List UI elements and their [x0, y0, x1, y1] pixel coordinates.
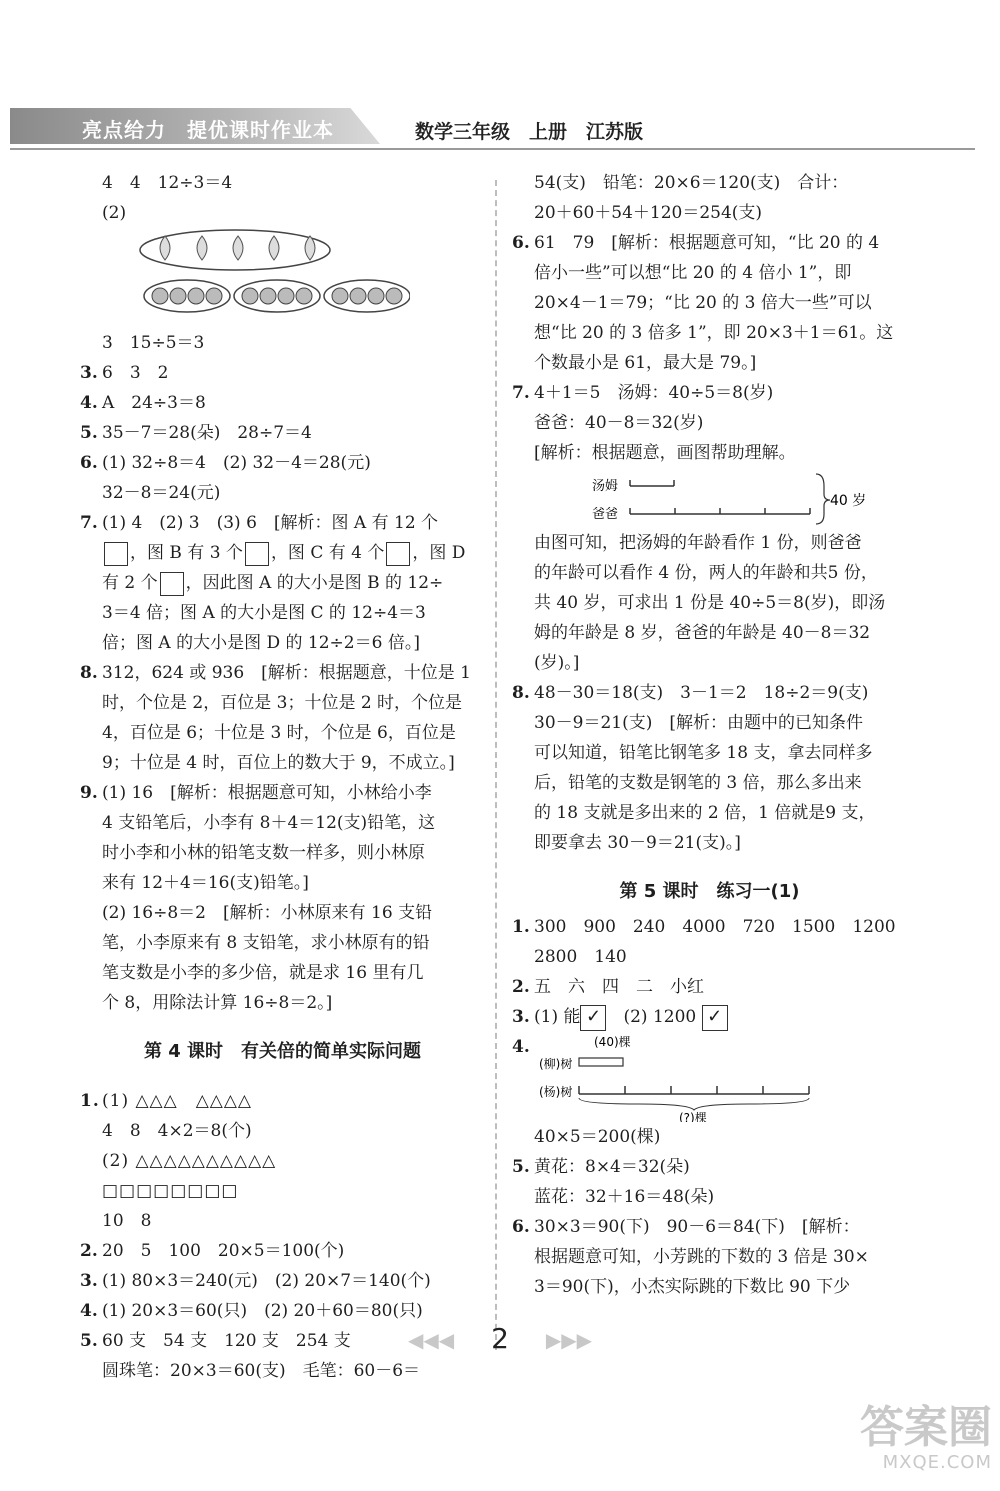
answer-text: (1) △△△ △△△△ — [102, 1091, 253, 1111]
answer-line: 的年龄可以看作 4 份，两人的年龄和共5 份， — [534, 563, 878, 583]
check-icon: ✓ — [580, 1005, 606, 1031]
item-number: 5. — [512, 1157, 530, 1177]
answer-line: 想“比 20 的 3 倍多 1”，即 20×3＋1＝61。这 — [534, 323, 894, 343]
answer-text: 20 5 100 20×5＝100(个) — [102, 1241, 345, 1261]
item-number: 1. — [512, 917, 530, 937]
answer-text: (1) 32÷8＝4 (2) 32－4＝28(元) — [102, 453, 371, 473]
left-column — [80, 168, 485, 1386]
item-number: 4. — [80, 393, 98, 413]
answer-line: 4，百位是 6；十位是 3 时，个位是 6，百位是 — [102, 723, 456, 743]
answer-line: 3＝4 倍；图 A 的大小是图 C 的 12÷4＝3 — [102, 603, 426, 623]
answer-text: (1) 80×3＝240(元) (2) 20×7＝140(个) — [102, 1271, 431, 1291]
answer-text: ，图 C 有 4 个 — [270, 543, 385, 563]
answer-text: ，因此图 A 的大小是图 B 的 12÷ — [185, 573, 444, 593]
answer-line: 4 8 4×2＝8(个) — [102, 1121, 252, 1141]
answer-text: (1) 20×3＝60(只) (2) 20＋60＝80(只) — [102, 1301, 423, 1321]
answer-line: 的 18 支就是多出来的 2 倍，1 倍就是9 支， — [534, 803, 876, 823]
tom-label: 汤姆 — [592, 479, 619, 494]
answer-line: 倍小一些”可以想“比 20 的 4 倍小 1”，即 — [534, 263, 852, 283]
age-segment-diagram — [512, 468, 907, 528]
lesson-4-title: 第 4 课时 有关倍的简单实际问题 — [143, 1041, 422, 1062]
answer-text: 6 3 2 — [102, 363, 169, 383]
item-number: 3. — [512, 1007, 530, 1027]
item-number: 6. — [512, 233, 530, 253]
page-header — [10, 108, 975, 152]
answer-line: 40×5＝200(棵) — [534, 1127, 661, 1147]
answer-line: 后，铅笔的支数是钢笔的 3 倍，那么多出来 — [534, 773, 862, 793]
answer-line: 3＝90(下)，小杰实际跳的下数比 90 下少 — [534, 1277, 851, 1297]
item-number: 3. — [80, 1271, 98, 1291]
answer-line: 倍；图 A 的大小是图 D 的 12÷2＝6 倍。] — [102, 633, 420, 653]
answer-line: 时，个位是 2，百位是 3；十位是 2 时，个位是 — [102, 693, 463, 713]
grouping-diagram — [80, 228, 410, 328]
answer-line: 由图可知，把汤姆的年龄看作 1 份，则爸爸 — [534, 533, 862, 553]
answer-line: 个数最小是 61，最大是 79。] — [534, 353, 757, 373]
answer-line: 32－8＝24(元) — [102, 483, 221, 503]
answer-line: 个 8，用除法计算 16÷8＝2。] — [102, 993, 333, 1013]
answer-line: 20×4－1＝79；“比 20 的 3 倍大一些”可以 — [534, 293, 872, 313]
header-rule — [10, 148, 975, 150]
answer-text: ，图 D — [412, 543, 466, 563]
answer-text: A 24÷3＝8 — [102, 393, 206, 413]
answer-line: (2) — [102, 203, 127, 223]
answer-line: 来有 12＋4＝16(支)铅笔。] — [102, 873, 309, 893]
square-icon — [245, 542, 269, 566]
answer-line: 姆的年龄是 8 岁，爸爸的年龄是 40－8＝32 — [534, 623, 871, 643]
item-number: 6. — [80, 453, 98, 473]
right-arrows-icon: ▶▶▶ — [545, 1328, 592, 1352]
poplar-count-label: (?)棵 — [679, 1111, 708, 1122]
answer-line: 爸爸：40－8＝32(岁) — [534, 413, 704, 433]
dad-label: 爸爸 — [592, 507, 619, 522]
answer-text: 有 2 个 — [102, 573, 158, 593]
item-number: 7. — [80, 513, 98, 533]
answer-line: □□□□□□□□ — [102, 1181, 239, 1201]
item-number: 8. — [512, 683, 530, 703]
answer-line: 20＋60＋54＋120＝254(支) — [534, 203, 763, 223]
segment-diagram-svg — [512, 468, 892, 528]
answer-line: 10 8 — [102, 1211, 152, 1231]
willow-count-label: (40)棵 — [594, 1035, 632, 1049]
book-subtitle: 数学三年级 上册 江苏版 — [415, 121, 644, 143]
answer-line: 3 15÷5＝3 — [102, 333, 205, 353]
answer-text: 五 六 四 二 小红 — [534, 977, 704, 997]
answer-line: 4 支铅笔后，小李有 8＋4＝12(支)铅笔，这 — [102, 813, 436, 833]
item-number: 2. — [80, 1241, 98, 1261]
item-number: 3. — [80, 363, 98, 383]
answer-text: 300 900 240 4000 720 1500 1200 — [534, 917, 896, 937]
right-column — [512, 168, 907, 1302]
answer-line: 根据题意可知，小芳跳的下数的 3 倍是 30× — [534, 1247, 869, 1267]
answer-line: 即要拿去 30－9＝21(支)。] — [534, 833, 741, 853]
answer-line: 笔支数是小李的多少倍，就是求 16 里有几 — [102, 963, 424, 983]
answer-text: 60 支 54 支 120 支 254 支 — [102, 1331, 351, 1351]
check-icon: ✓ — [702, 1005, 728, 1031]
page-footer — [0, 1322, 1000, 1355]
item-number: 4. — [80, 1301, 98, 1321]
answer-line: 30－9＝21(支) [解析：由题中的已知条件 — [534, 713, 863, 733]
answer-line: 时小李和小林的铅笔支数一样多，则小林原 — [102, 843, 425, 863]
watermark-logo: 答案圈 — [860, 1402, 992, 1453]
answer-line: 9；十位是 4 时，百位上的数大于 9，不成立。] — [102, 753, 455, 773]
tree-segment-diagram — [539, 1032, 839, 1122]
item-number: 5. — [80, 423, 98, 443]
answer-line: (2) △△△△△△△△△△ — [102, 1151, 277, 1171]
answer-text: 61 79 [解析：根据题意可知，“比 20 的 4 — [534, 233, 880, 253]
answer-line: [解析：根据题意，画图帮助理解。 — [534, 443, 796, 463]
item-number: 5. — [80, 1331, 98, 1351]
answer-text: 4＋1＝5 汤姆：40÷5＝8(岁) — [534, 383, 774, 403]
answer-text: ，图 B 有 3 个 — [130, 543, 243, 563]
item-number: 9. — [80, 783, 98, 803]
answer-line: 共 40 岁，可求出 1 份是 40÷5＝8(岁)，即汤 — [534, 593, 886, 613]
watermark-url: MXQE.COM — [882, 1452, 992, 1473]
answer-line: (岁)。] — [534, 653, 580, 673]
answer-line: 2800 140 — [534, 947, 627, 967]
answer-text: 黄花：8×4＝32(朵) — [534, 1157, 690, 1177]
item-number: 8. — [80, 663, 98, 683]
item-number: 2. — [512, 977, 530, 997]
willow-label: (柳)树 — [539, 1057, 573, 1071]
answer-line: 蓝花：32＋16＝48(朵) — [534, 1187, 715, 1207]
answer-text: 312，624 或 936 [解析：根据题意，十位是 1 — [102, 663, 472, 683]
answer-line: 4 4 12÷3＝4 — [102, 173, 233, 193]
column-divider — [495, 180, 497, 1350]
item-number: 6. — [512, 1217, 530, 1237]
answer-line: 54(支) 铅笔：20×6＝120(支) 合计： — [534, 173, 849, 193]
square-icon — [386, 542, 410, 566]
page-number: 2 — [491, 1322, 509, 1355]
item-number: 4. — [512, 1037, 530, 1057]
answer-line: (2) 16÷8＝2 [解析：小林原来有 16 支铅 — [102, 903, 433, 923]
item-number: 1. — [80, 1091, 100, 1111]
answer-text: (1) 16 [解析：根据题意可知，小林给小李 — [102, 783, 432, 803]
lesson-5-title: 第 5 课时 练习一(1) — [619, 881, 800, 902]
square-icon — [104, 542, 128, 566]
answer-text: (2) 1200 — [623, 1007, 697, 1027]
watermark — [812, 1404, 992, 1473]
left-arrows-icon: ◀◀◀ — [408, 1328, 455, 1352]
item-number: 7. — [512, 383, 530, 403]
answer-text: 48－30＝18(支) 3－1＝2 18÷2＝9(支) — [534, 683, 869, 703]
square-icon — [160, 572, 184, 596]
poplar-label: (杨)树 — [539, 1085, 573, 1099]
answer-line: 可以知道，铅笔比钢笔多 18 支，拿去同样多 — [534, 743, 873, 763]
total-age-label: 40 岁 — [830, 493, 867, 509]
answer-text: (1) 4 (2) 3 (3) 6 [解析：图 A 有 12 个 — [102, 513, 439, 533]
answer-line: 圆珠笔：20×3＝60(支) 毛笔：60－6＝ — [102, 1361, 421, 1381]
answer-text: 30×3＝90(下) 90－6＝84(下) [解析： — [534, 1217, 860, 1237]
leaf-fruit-illustration — [80, 228, 485, 328]
answer-text: 35－7＝28(朵) 28÷7＝4 — [102, 423, 312, 443]
answer-line: 笔，小李原来有 8 支铅笔，求小林原有的铅 — [102, 933, 430, 953]
answer-text: (1) 能 — [534, 1007, 581, 1027]
book-title: 亮点给力 提优课时作业本 — [82, 118, 334, 142]
